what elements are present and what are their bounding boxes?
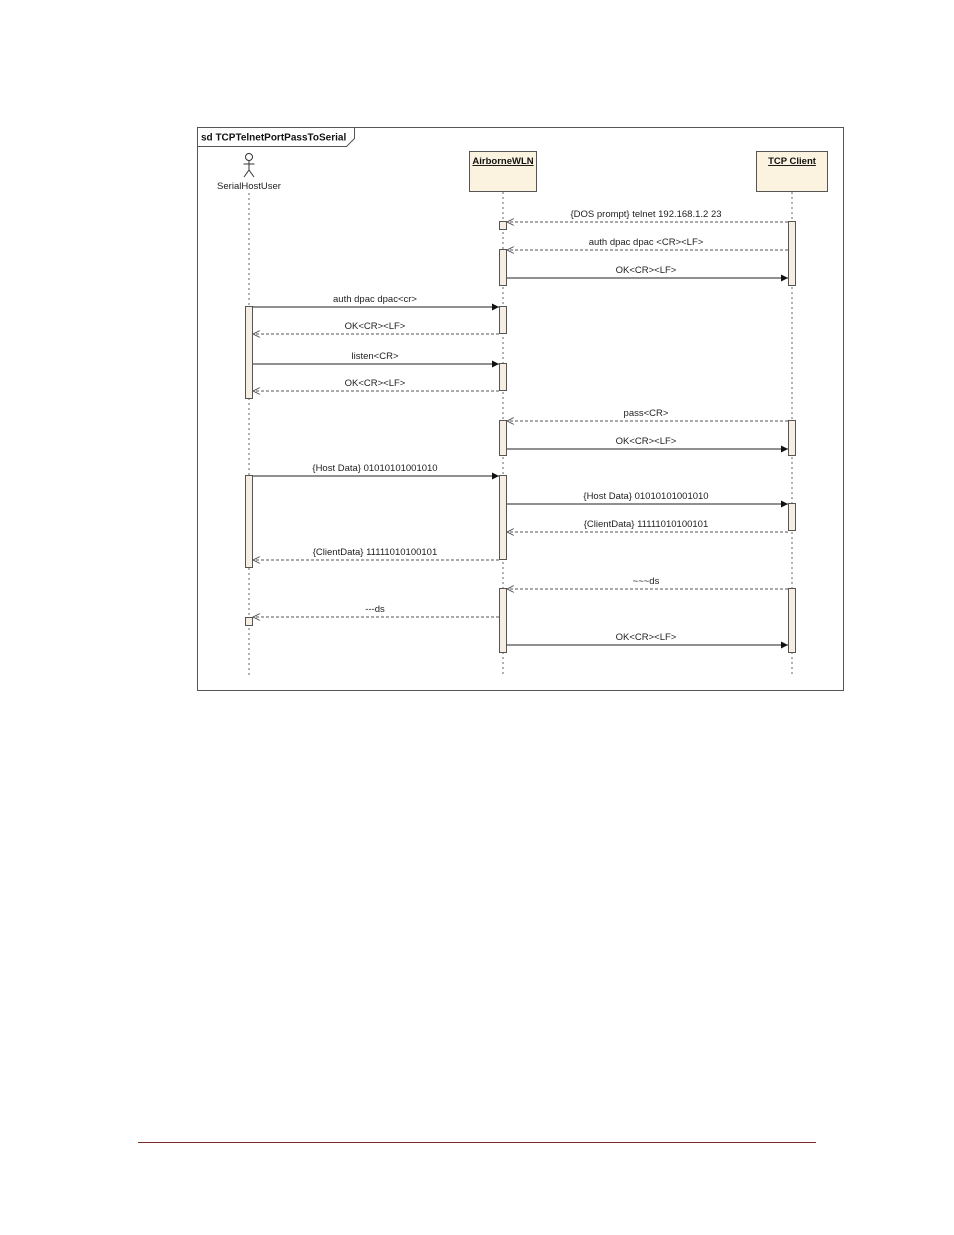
frame-title: sd TCPTelnetPortPassToSerial bbox=[201, 132, 347, 144]
message-label: OK<CR><LF> bbox=[615, 265, 677, 276]
activation-bar bbox=[789, 504, 796, 531]
message-label: {ClientData} 11111010100101 bbox=[312, 547, 438, 558]
diagram-frame bbox=[198, 128, 844, 691]
activation-bar bbox=[500, 589, 507, 653]
activation-bar bbox=[789, 589, 796, 653]
message-label: {DOS prompt} telnet 192.168.1.2 23 bbox=[570, 209, 722, 220]
message-label: listen<CR> bbox=[351, 351, 399, 362]
message-label: OK<CR><LF> bbox=[344, 321, 406, 332]
object-tcp-client bbox=[757, 152, 828, 192]
message-label: OK<CR><LF> bbox=[615, 632, 677, 643]
activation-bar bbox=[246, 476, 253, 568]
activation-bar bbox=[500, 476, 507, 560]
lifeline-label-airborne: AirborneWLN bbox=[472, 156, 534, 167]
object-airborne-wln bbox=[470, 152, 537, 192]
activation-bar bbox=[500, 307, 507, 334]
lifeline-label-tcp: TCP Client bbox=[768, 156, 816, 167]
message-label: auth dpac dpac <CR><LF> bbox=[588, 237, 704, 248]
activation-bar bbox=[500, 222, 507, 230]
message-label: {Host Data} 01010101001010 bbox=[583, 491, 709, 502]
message-label: OK<CR><LF> bbox=[615, 436, 677, 447]
activation-bar bbox=[500, 250, 507, 286]
message-label: OK<CR><LF> bbox=[344, 378, 406, 389]
message-label: {ClientData} 11111010100101 bbox=[583, 519, 709, 530]
message-label: ---ds bbox=[365, 604, 385, 615]
footer-rule bbox=[138, 1142, 816, 1143]
activation-bar bbox=[246, 618, 253, 626]
activation-bar bbox=[500, 421, 507, 456]
activation-bar bbox=[246, 307, 253, 399]
message-label: {Host Data} 01010101001010 bbox=[312, 463, 438, 474]
lifeline-label-serial: SerialHostUser bbox=[217, 181, 281, 192]
message-label: ~~~ds bbox=[632, 576, 660, 587]
activation-bar bbox=[789, 222, 796, 286]
activation-bar bbox=[789, 421, 796, 456]
message-label: auth dpac dpac<cr> bbox=[333, 294, 417, 305]
message-label: pass<CR> bbox=[623, 408, 669, 419]
activation-bar bbox=[500, 364, 507, 391]
